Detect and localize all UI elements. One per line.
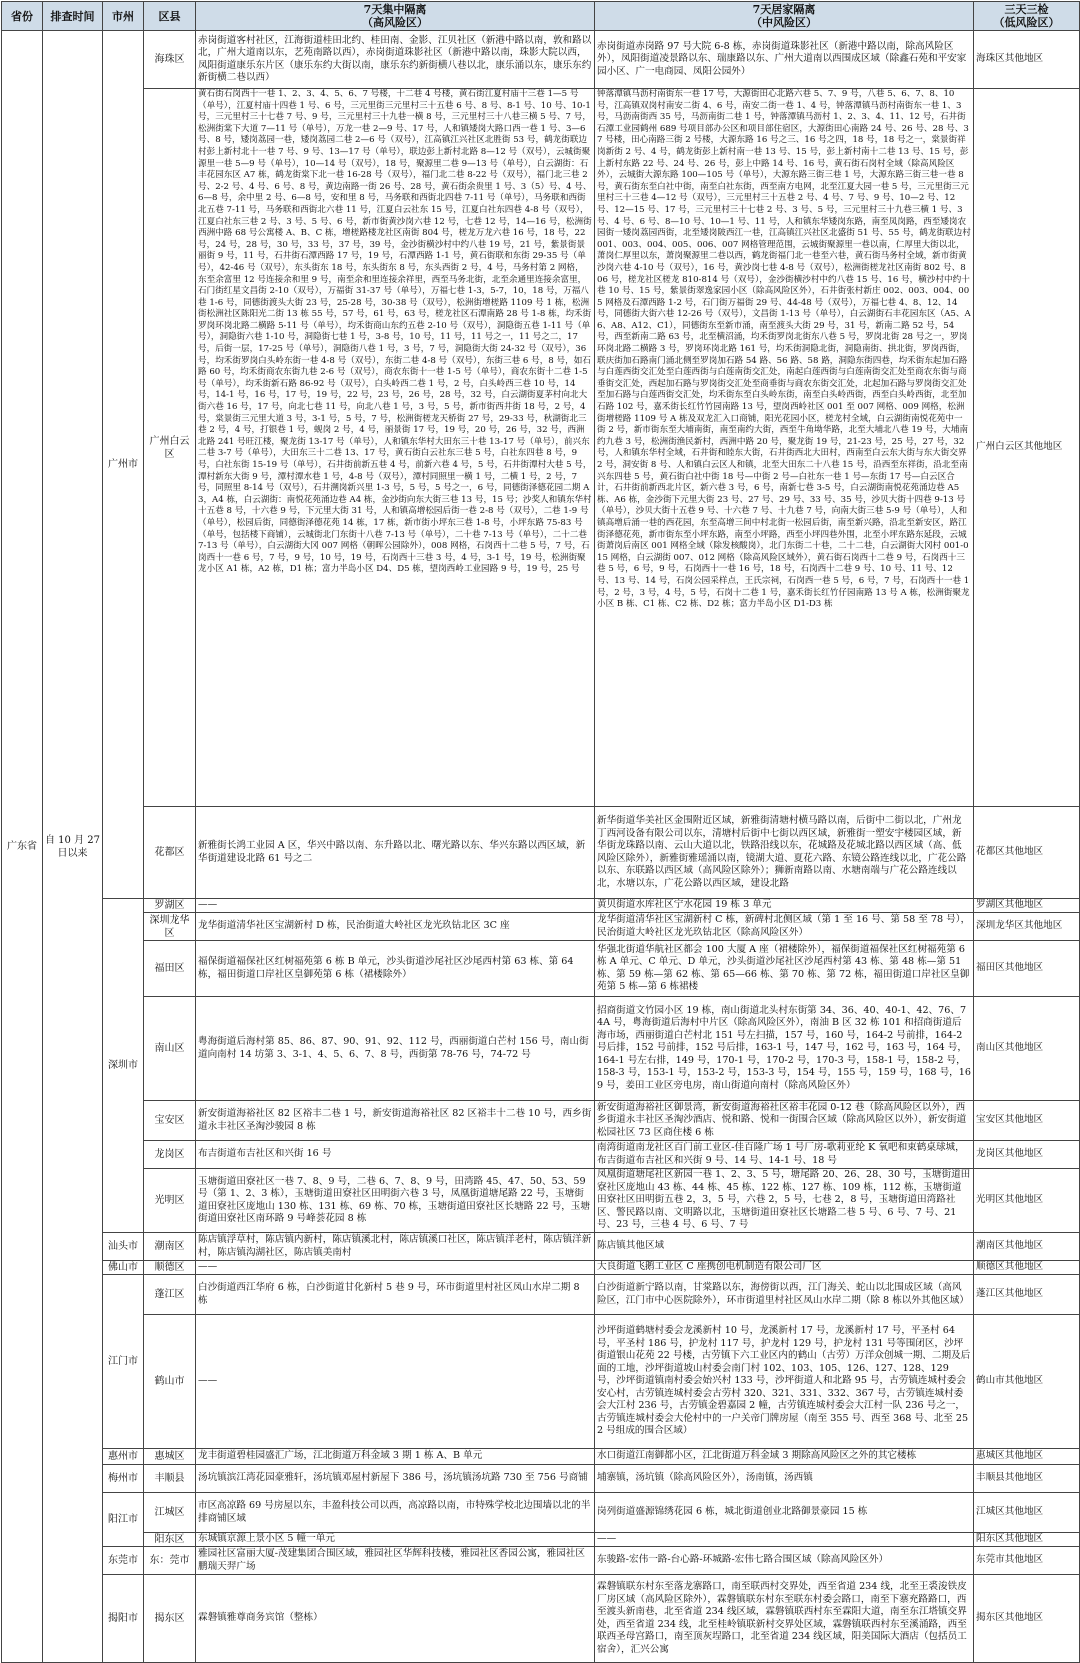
mid-risk-cell: 赤岗街道赤岗路 97 号大院 6-8 栋，赤岗街道珠影社区（新港中路以南，除高风险区外），凤阳街道凌景路以东、瑞康路以东、广州大道南以西围成区域（除鑫石苑和平安家园小区、广一电商园、凤阳公园外） bbox=[595, 31, 974, 89]
high-risk-cell: 市区高凉路 69 号房屋以东，丰盈科技公司以西，高凉路以南，市特殊学校北边围墙以北的半排商铺区域 bbox=[196, 1493, 595, 1533]
city-cell-foshan: 佛山市 bbox=[103, 1261, 144, 1275]
city-cell-guangzhou: 广州市 bbox=[103, 31, 144, 899]
low-risk-cell: 广州白云区其他地区 bbox=[974, 89, 1080, 807]
mid-risk-cell: 大良街道飞鹅工业区 C 座携创电机制造有限公司厂区 bbox=[595, 1261, 974, 1275]
high-risk-cell: 白沙街道西江华府 6 栋，白沙街道甘化新村 5 巷 9 号，环市街道里村社区凤山水岸二期 8 栋 bbox=[196, 1275, 595, 1315]
district-cell: 福田区 bbox=[144, 941, 196, 997]
city-cell-jiangmen: 江门市 bbox=[103, 1275, 144, 1449]
mid-risk-cell: 陈店镇其他区域 bbox=[595, 1233, 974, 1261]
city-cell-dongguan: 东莞市 bbox=[103, 1547, 144, 1575]
low-risk-cell: 深圳龙华区其他地区 bbox=[974, 913, 1080, 941]
header-mid-risk: 7天居家隔离 （中风险区） bbox=[595, 2, 974, 31]
header-period: 排查时间 bbox=[43, 2, 103, 31]
city-cell-yangjiang: 阳江市 bbox=[103, 1493, 144, 1547]
low-risk-cell: 龙岗区其他地区 bbox=[974, 1141, 1080, 1169]
low-risk-cell: 光明区其他地区 bbox=[974, 1169, 1080, 1233]
high-risk-cell: 龙丰街道碧桂园盛汇广场，江北街道万科金域 3 期 1 栋 A、B 单元 bbox=[196, 1449, 595, 1465]
header-province: 省份 bbox=[2, 2, 43, 31]
table-row bbox=[2, 1141, 1080, 1169]
low-risk-cell: 惠城区其他地区 bbox=[974, 1449, 1080, 1465]
mid-risk-cell: 东骏路-宏伟一路-台心路-环城路-宏伟七路合围区域（除高风险区外） bbox=[595, 1547, 974, 1575]
table-row bbox=[2, 1233, 1080, 1261]
table-row bbox=[2, 1449, 1080, 1465]
table-row bbox=[2, 1465, 1080, 1493]
risk-area-table bbox=[1, 1, 1080, 1663]
low-risk-cell: 潮南区其他地区 bbox=[974, 1233, 1080, 1261]
district-cell: 潮南区 bbox=[144, 1233, 196, 1261]
district-cell: 东：莞市 bbox=[144, 1547, 196, 1575]
district-cell: 惠城区 bbox=[144, 1449, 196, 1465]
district-cell: 蓬江区 bbox=[144, 1275, 196, 1315]
low-risk-cell: 南山区其他地区 bbox=[974, 997, 1080, 1101]
low-risk-cell: 东莞市其他地区 bbox=[974, 1547, 1080, 1575]
table-row bbox=[2, 1275, 1080, 1315]
high-risk-cell: —— bbox=[196, 899, 595, 913]
low-risk-cell: 海珠区其他地区 bbox=[974, 31, 1080, 89]
district-cell: 海珠区 bbox=[144, 31, 196, 89]
low-risk-cell: 罗湖区其他地区 bbox=[974, 899, 1080, 913]
table-row bbox=[2, 31, 1080, 89]
table-row bbox=[2, 807, 1080, 899]
city-cell-shantou: 汕头市 bbox=[103, 1233, 144, 1261]
high-risk-cell: 汤坑镇滨江湾花园豪雅轩，汤坑镇邓屋村新屋下 386 号，汤坑镇汤坑路 730 至 756 号商铺 bbox=[196, 1465, 595, 1493]
district-cell: 深圳龙华区 bbox=[144, 913, 196, 941]
table-row bbox=[2, 997, 1080, 1101]
table-row bbox=[2, 1169, 1080, 1233]
high-risk-cell: 黄石街石岗西十一巷 1、2、3、4、5、6、7 号楼，十二巷 4 号楼，黄石街江夏村庙十三巷 1—5 号（单号），江夏村庙十四巷 1 号、6 号，三元里街三元里村三十五巷 6 号、8 号、8-1 号、10 号、10-1 号，三元里村三十七巷 7 号、9 号，三元里村三十九巷一横 8 号，三元里村三十八巷三横 5 号、7 号，松洲街棠下大道 7—11 号（单号），万龙一巷 2—9 号、17 号，人和镇矮岗大路口西一巷 1 号、3—6 号、8 号，矮岗荔园一巷，矮岗荔园二巷 2—6 号（双号），江高镇江兴社区北胜街 53 号，鹤龙街联边村彭上新村北十一巷 7 号、9 号、13—17 号（单号），联边彭上新村北路 8—12 号（双号），云城街聚源里一巷 5—9 号（单号），10—14 号（双号），18 号，聚源里二巷 9—13 号（单号），白云湖街：石丰花园东区 A7 栋，鹤龙街棠下北一巷 16-28 号（双号），福门北二巷 8-22 号（双号），福门北三巷 2 号、2-2 号、4 号、6 号、8 号，黄边南路一街 26 号、28 号，黄石街余贵里 1 号、3（5）号、4 号、6—8 号，余中里 2 号、6—8 号，安和里 8 号，马务联和西街北四巷 7-11 号（单号），马务联和西街北五巷 7-11 号，马务联和西街北六巷 11 号，江夏白云社东 15 号，江夏白社东四巷 4-8 号（双号），江夏白社东三巷 2 号、3 号、5 号、6 号，新市街黄沙岗六巷 12 号，七巷 12 号，14—16 号，松洲街西洲中路 68 号公寓楼 A、B、C 栋，增槎路楼龙社区南街 804 号，槎龙万龙六巷 16 号，18 号，22 号，24 号，28 号，30 号，33 号，37 号，39 号，金沙街横沙村中约八巷 19 号，21 号，紫景街景丽街 9 号，11 号，石井街石潭西路 17 号，19 号，石潭西路 1-1 号，黄石街联和东街 29-35 号（单号），42-46 号（双号），东头街东 18 号，东头街东 8 号，东头西街 2 号，4 号，马务村第 2 网格，东至余富里 12 号连接余和里 9 号，南至余和里连接余祥里，西至马务北街，北至余通里连接余富里，石门街红星文昌街 2-10（双号），万福街 31-37 号（单号），万福七巷 1-3，5-7，10，18 号，万福八巷 1-6 号，同德街渡头大街 23 号，25-28 号，30-38 号（双号），松洲街增槎路 1109 号 1 栋，松洲街松洲社区陈阳光二街 13 栋 55 号，57 号，61 号，63 号，槎龙社区石潭南路 28 号 1-8 栋，均禾街罗岗环岗北路二横路 5-11 号（单号），均禾街商山东约五巷 2-10 号（双号），洞隐街五巷 1-11 号（单号），洞隐街六巷 1-10 号，洞隐街七巷 1 号，3-8 号，10 号，11 号，11 号之一，11 号之二，17 号，后街一层，17-25 号（单号），洞隐街八巷 1 号，3 号，7 号，洞隐街大街 24-32 号（双号），36 号，均禾街罗岗白头岭东街一巷 4-8 号（双号），东街二巷 4-8 号（双号），东街三巷 6 号，8 号，如石路 60 号，均禾街商农东街九巷 2-6 号（双号），商农东街十一巷 1-5 号（单号），商农东街十二巷 1-5 号（单号），均禾街新石路 86-92 号（双号），白头岭西二巷 1 号，2 号，白头岭西三巷 10 号，14 号，14-1 号，16 号，17 号，19 号，22 号，23 号，26 号，28 号，32 号，白云湖街夏茅村向北大街六巷 16 号，17 号，向北七巷 11 号，向北八巷 1 号，3 号，5 号，新市街西井街 18 号，2 号，4 号，棠景街三元里大道 3 号，3-1 号，5 号，7 号，松洲街槎龙天桥街 27 号，29-33 号，秋湖街北三巷 2 号，4 号，打银巷 1 号，蚬岗 2 号，4 号，丽景街 17 号，19 号，20 号，26 号，32 号，西洲北路 241 号旺江楼，聚龙街 13-17 号（单号），人和镇东华村大田东三十巷 13-17 号（单号），前兴东二巷 3-7 号（单号），大田东三十二巷 13、17 号，黄石街白云社东三巷 5 号，白社东四巷 8 号，9 号，白社东街 15-19 号（单号），石井街前新五巷 4 号，前新六巷 4 号，5 号，石井街潭村大巷 5 号，潭村新东大街 9 号，潭村潭水巷 1 号，4-8 号（双号），潭村同照里一横 1 号，二横 1 号，2 号，7 号，同照里 8-14 号（双号），石井溯岗新兴里 1-3 号，5 号，5 号之一，6 号，同德街泽德花园二期 A3，A4 栋，白云湖街：南悦花苑涌边巷 A4 栋，金沙街向东大街三巷 13 号，15 号；沙奖人和镇东华村十五巷 8 号，十六巷 9 号，下元里大街 31 号，人和镇高增松园后街一巷 2-8 号（双号），二巷 1-9 号（单号），松园后街，同德街泽德花苑 14 栋，17 栋，新市街小坪东三巷 1-8 号，小坪东路 75-83 号（单号，包括楼下商铺），云城街北门东街十八巷 7-13 号（单号），二十巷 7-13 号（单号），二十二巷 7-13 号（单号），白云湖街大冈 007 网格（朝晖公园除外），008 网格，石岗西十二巷 5 号，7 号，石岗西十一巷 6 号，7 号，9 号，10 号，19 号，石岗西十三巷 3 号，4 号，3-1 号，19 号，松洲街聚龙小区 A1 栋，A2 栋，D1 栋；富力半岛小区 D4、D5 栋，望岗西岭工业园路 9 号，19 号，25 号 bbox=[196, 89, 595, 807]
mid-risk-cell: 沙坪街道鹤塘村委会龙溪新村 10 号，龙溪新村 17 号，龙溪新村 17 号，平圣村 64 号，平圣村 186 号，护龙村 117 号，护龙村 129 号，护龙村 131 号等围闭区，沙坪街道银山花苑 22 号楼，古劳镇下六工业区内的鹤山（古劳）万洋众创城一期、二期及后面的工地，沙坪街道坡山村委会南门村 102、103、105、126、127、128、129 号，沙坪街道镇南村委会始兴村 133 号，沙坪街道人和北路 95 号，古劳镇连城村委会安心村，古劳镇连城村委会古劳村 320、321、331、332、367 号，古劳镇连城村委会大江村 236 号，古劳镇金碧嘉园 2 幢，古劳镇连城村委会大江村一队 236 号之一，古劳镇连城村委会大伦村中的一户关帝门牌房屋（南至 355 号、西至 368 号、北至 252 号组成的围合区域） bbox=[595, 1315, 974, 1449]
table-row bbox=[2, 899, 1080, 913]
high-risk-cell: —— bbox=[196, 1261, 595, 1275]
district-cell: 揭东区 bbox=[144, 1575, 196, 1663]
mid-risk-cell: 新华街道华美社区金围附近区域，新雅街清塘村横马路以南，后街中二街以北，广州龙丁西河设备有限公司以东，清塘村后街中七街以西区域，新雅街一塑安宇楼园区域，新华街龙珠路以南、云山大道以北，铁路沿线以东，花城路及花城北路以西区域（高、低风险区除外），新雅街雅瑶涌以南，镜湖大道、夏花六路、东镜公路连线以北，广花公路以东、东联路以西区域（高风险区除外）；狮新南路以南、水塘南端与广花公路连线以北，水塘以东，广花公路以西区域，建设北路 bbox=[595, 807, 974, 899]
city-cell-shenzhen: 深圳市 bbox=[103, 899, 144, 1233]
mid-risk-cell: 招商街道文竹园小区 19 栋，南山街道北头村东街第 34、36、40、40-1、42、76、74A 号，粤海街道后海村中片区（除高风险区外），南油 B 区 32 栋 101 和招商街道后海市场，西丽街道白芒村北 151 号左扫描，157 号，160 号，164-2 号前排，164-2 号后排，152 号前排，152 号后排，163-1 号，147 号，162 号，163 号，164 号，164-1 号左右排，149 号，170-1 号，170-2 号，170-3 号，158-1 号，158-2 号，158-3 号，153-1 号，153-2 号，153-3 号，154 号，155 号，159 号，168 号，169 号，姜田工业区旁电房，南山街道向南村（除高风险区外） bbox=[595, 997, 974, 1101]
high-risk-cell: 新雅街长鸿工业园 A 区，华兴中路以南、东升路以北、曙光路以东、华兴东路以西区域，新华街道建设北路 61 号之二 bbox=[196, 807, 595, 899]
header-high-risk: 7天集中隔离 （高风险区） bbox=[196, 2, 595, 31]
low-risk-cell: 福田区其他地区 bbox=[974, 941, 1080, 997]
low-risk-cell: 江城区其他地区 bbox=[974, 1493, 1080, 1533]
header-city: 市州 bbox=[103, 2, 144, 31]
table-row bbox=[2, 1493, 1080, 1533]
province-cell: 广东省 bbox=[2, 31, 43, 1663]
mid-risk-cell: 钟落潭镇马沥村南街东一巷 17 号，大源街田心北路六巷 5、7、9 号，八巷 5、6、7、8、10 号，江高镇双岗村南安二街 4、6 号，南安二街一巷 1、4 号，钟落潭镇马沥村南街东一巷 1、3 号，马沥南街西 35 号，马沥南街二巷 1 号，钟落潭镇马沥村 1、2、3、4、11、12 号，石井街石潭工业园鹤州 689 号项目部办公区和项目部住宿区，大源街田心南路 24 号、26 号、28 号、37 号楼，田心南路三街 2 号楼，大源东路 16 号之三、16 号之四，18 号，18 号之一，棠景街祥岗新街 2 号、4 号，鹤龙街彭上新村南一巷 13 号、15 号，彭上新村南十二巷 13 号、15 号，彭上新村东路 22 号、24 号、26 号，彭上中路 14 号、16 号，黄石街石岗村全域（除高风险区外），云城街大源东路 100—105 号（单号），大源东路三街三巷 1 号，大源东路三街三巷一巷 8 号，黄石街东至白社中街，南至白社东街，西至南方电网，北至江夏大园一巷 5 号，三元里街三元里村三十三巷 4—12 号（双号），三元里村三十五巷 2 号、4 号、7 号、9 号、10—2 号、12 号、12—15 号、17 号，三元里村三十七巷 2 号、3 号、5 号，三元里村三十九巷三横 1 号、3 号、4 号、6 号、8—10 号、10—1 号、11 号，人和镇东华矮岗东路，南至凤岗路，西至矮岗农园街一矮岗荔园西街，北至矮岗陂西江一巷，江高镇江兴社区北盛街 51 号、55 号，鹤龙街联边村 001、003、004、005、006、007 网格管理范围，云城街聚源里一巷以南，仁厚里大街以北，萧岗仁厚里以东，萧岗聚源里二巷以西，鹤龙街福门北一巷至六巷，黄石街马务村全域，新市街黄沙岗六巷 4-10 号（双号），16 号，黄沙岗七巷 4-8 号（双号），松洲街槎龙社区南街 802 号、806 号，槎龙社区槎龙 810-814 号（双号），金沙街横沙村中约八巷 15 号、16 号，横沙村中约十巷 10 号、15 号，紫景街翠逸家园小区（除高风险区外），石井街张村新庄 002、003、004、005 网格及石潭西路 1-2 号，石门街万福街 29 号、44-48 号（双号），万福七巷 4、8、12、14 号，同德街大街六巷 12-26 号（双号），文昌街 1-13 号（单号），白云湖街石丰花园东区（A5、A6、A8、A12、C1），同德街东至新市涌，南至渡头大街 29 号，31 号，新南二路 52 号，54 号，西至新南二路 63 号，北至横沼涌，均禾街罗岗北街东八巷 5 号，罗岗北街 28 号之一，罗岗环岗北路二横路 3 号，罗岗环岗北路 161 号，均禾街洞隐北街，洞隐南街、拱北街，罗岗西街，联庆街加石路南门涌北侧至罗岗加石路 54 路、56 路、58 路，洞隐东街四巷，均禾街东起加石路与白莲西街交汇处至白莲西街与白莲南街交汇处，南起白莲西街与白莲南街交汇处至商农东街与商垂街交汇处，西起加石路与罗岗街交汇处至商垂街与商农东街交汇处，北起加石路与罗岗街交汇处至加石路与白莲西街交汇处，均禾街东至白头岭东街，南至白头岭西街，西至白头岭西街，北至加石路 102 号，嘉禾街长红竹竹园南路 13 号，望岗西岭社区 001 至 007 网格、009 网格，松洲街增槎路 1109 号 A 栋及双龙汇入口商铺，阳光花园小区，槎龙村全域，白云湖街南悦花苑中一街 2 号，新市街东至大埔南街，南至南约大街，西至牛角坳华路，北至大埔北八巷 19 号，大埔南约九巷 3 号，松洲街渔民新村，西洲中路 20 号，聚龙街 19 号，21-23 号，25 号，27 号，32 号，人和镇东华村全域，石井街和睦东大街，石井街西北大田村，西南至白云东大街与东大街交界 2 号，洞安街 8 号、人和镇白云区人和镇，北至大田东二十八巷 15 号，沿西至东祥街，沿北至南兴东四巷 5 号，黄石街白社中街 18 号—中街 2 号—白社东一巷 1 号—东街 17 号—白云区合计，石井街前新西北片区，新六巷 3 号，6 号，南新七巷 3-5 号，白云湖街南悦花苑涌边巷 A5 栋、A6 栋，金沙街下元里大街 23 号、27 号、29 号、33 号、35 号，沙贝大街十四巷 9-13 号（单号），沙贝大街十五巷 9 号、十六巷 7 号、十九巷 7 号，向南大街三巷 5-9 号（单号），人和镇高增后涌一巷的西花园，东至高增三间中村北街一松园后街，南至新兴路，沿北至新安区，路江街泽德花苑，新市街东至小坪东路，南至小坪路，西至小坪四巷外围，北至小坪东路东延段，云城街萧岗后南区 001 网格全域（除发核酸岗），北门东街二十巷，二十二巷，白云湖街大冈村 001-015 网格，白云湖街 007、012 网格（除高风险区域外），黄石街石岗西十二巷 9 号，石岗西十三巷 5 号，6 号，9 号，石岗西十一巷 16 号，18 号，石岗西十二巷 9 号、10 号、11 号、12 号、13 号、14 号，石岗公园采样点，王氏宗祠，石岗西一巷 5 号，6 号，7 号，石岗西十一巷 1 号，2 号，3 号，4 号，5 号，石岗十二巷 1 号，嘉禾街长红竹仔园南路 13 号 A 栋，松洲街聚龙小区 B 栋、C1 栋、C2 栋、D2 栋；富力半岛小区 D1-D3 栋 bbox=[595, 89, 974, 807]
period-cell: 自 10 月 27 日以来 bbox=[43, 31, 103, 1663]
district-cell: 鹤山市 bbox=[144, 1315, 196, 1449]
city-cell-huizhou: 惠州市 bbox=[103, 1449, 144, 1465]
mid-risk-cell: 黄贝街道水库社区宁水花园 19 栋 3 单元 bbox=[595, 899, 974, 913]
mid-risk-cell: 新安街道海裕社区御景湾，新安街道海裕社区裕丰花园 0-12 巷（除高风险区以外），西乡街道永丰社区圣淘沙酒店、悦和路、悦和一街围合区域（除高风险区以外），新安街道松园社区 73 区商住楼 6 栋 bbox=[595, 1101, 974, 1141]
high-risk-cell: 陈店镇浮草村，陈店镇内新村，陈店镇溪北村，陈店镇溪口社区，陈店镇洋老村，陈店镇洋新村，陈店镇沟湖社区，陈店镇美南村 bbox=[196, 1233, 595, 1261]
table-row bbox=[2, 1575, 1080, 1663]
low-risk-cell: 花都区其他地区 bbox=[974, 807, 1080, 899]
high-risk-cell: 雅园社区富丽大厦-茂建集团合围区域，雅园社区华辉科技楼，雅园社区香园公寓，雅园社区鹏瑞天羿广场 bbox=[196, 1547, 595, 1575]
mid-risk-cell: 岗列街道盛源锦绣花园 6 栋，城北街道创业北路御景豪园 15 栋 bbox=[595, 1493, 974, 1533]
low-risk-cell: 鹤山市其他地区 bbox=[974, 1315, 1080, 1449]
mid-risk-cell: 霖磐镇联东村东至落龙寨路口，南至联西村交界处，西至省道 234 线，北至王裘浚铁皮厂房区域（高风险区除外），霖磐镇联东村东至联东村委会路口，南至下寨充路路口，西至渡头新南巷，北至省道 234 线区域，霖磐镇联西村东至霖阳大道，南至东江塔镇交界处，西至省道 234 线，北至桂岭镇联新村交界处区域，霖磐镇联西村东至溪涌路，西至联西圣母宫路口，南至顶灰埕路口，北至省道 234 线区域，阳美国际大酒店（包括员工宿舍），汇兴公寓 bbox=[595, 1575, 974, 1663]
table-row bbox=[2, 1101, 1080, 1141]
low-risk-cell: 蓬江区其他地区 bbox=[974, 1275, 1080, 1315]
low-risk-cell: 宝安区其他地区 bbox=[974, 1101, 1080, 1141]
mid-risk-cell: 南湾街道南龙社区百门前工业区-佳百隆广场 1 号厂房-歌莉亚纶 K 氧吧和束鹤桌球城，布吉街道布吉社区和兴街 9 号、14 号、14-1 号、18 号 bbox=[595, 1141, 974, 1169]
district-cell: 宝安区 bbox=[144, 1101, 196, 1141]
high-risk-cell: 粤海街道后海村第 85、86、87、90、91、92、112 号，西丽街道白芒村 156 号，南山街道向南村 14 坊第 3、3-1、4、5、6、7、8 号，西街第 78-76 号，74-72 号 bbox=[196, 997, 595, 1101]
high-risk-cell: 新安街道海裕社区 82 区裕丰二巷 1 号，新安街道海裕社区 82 区裕丰十二巷 10 号，西乡街道永丰社区圣淘沙骏园 8 栋 bbox=[196, 1101, 595, 1141]
mid-risk-cell: 凤凰街道塘尾社区新园一巷 1、2、3、5 号，塘尾路 20、26、28、30 号，玉塘街道田寮社区庞地山 43 栋、44 栋、45 栋、122 栋、127 栋、109 栋，112 栋，玉塘街道田寮社区田明街五巷 2，3，5 号，六巷 2，5 号，七巷 2，8 号，玉塘街道田湾路社区、警民路以南、文明路以北，玉塘街道田寮社区长塘路二巷 5 号、6 号、7 号、21 号、23 号，三巷 4 号、6 号、7 号 bbox=[595, 1169, 974, 1233]
city-cell-meizhou: 梅州市 bbox=[103, 1465, 144, 1493]
high-risk-cell: 东城镇京源上景小区 5 幢一单元 bbox=[196, 1533, 595, 1547]
mid-risk-cell: 龙华街道清华社区宝湖新村 C 栋，新碑村北侧区域（第 1 至 16 号、第 58 至 78 号），民治街道大岭社区龙光玖钻北区（除高风险区外） bbox=[595, 913, 974, 941]
district-cell: 顺德区 bbox=[144, 1261, 196, 1275]
header-row bbox=[2, 2, 1080, 31]
table-row bbox=[2, 1533, 1080, 1547]
district-cell: 光明区 bbox=[144, 1169, 196, 1233]
district-cell: 花都区 bbox=[144, 807, 196, 899]
district-cell: 罗湖区 bbox=[144, 899, 196, 913]
mid-risk-cell: 水口街道江南御都小区，江北街道万科金域 3 期除高风险区之外的其它楼栋 bbox=[595, 1449, 974, 1465]
table-row bbox=[2, 89, 1080, 807]
district-cell: 广州白云区 bbox=[144, 89, 196, 807]
mid-risk-cell: 华强北街道华航社区都会 100 大厦 A 座（裙楼除外），福保街道福保社区红树福苑第 6 栋 A 单元、C 单元、D 单元，沙头街道沙尾社区沙尾西村第 43 栋、第 48 栋—第 51 栋、第 59 栋—第 62 栋、第 65—66 栋、第 70 栋、第 72 栋，福田街道口岸社区皇御苑第 5 栋—第 6 栋裙楼 bbox=[595, 941, 974, 997]
high-risk-cell: 龙华街道清华社区宝湖新村 D 栋，民治街道大岭社区龙光玖钻北区 3C 座 bbox=[196, 913, 595, 941]
table-row bbox=[2, 1547, 1080, 1575]
mid-risk-cell: 埔寨镇，汤坑镇（除高风险区外），汤南镇，汤西镇 bbox=[595, 1465, 974, 1493]
high-risk-cell: —— bbox=[196, 1315, 595, 1449]
table-row bbox=[2, 1315, 1080, 1449]
district-cell: 丰顺县 bbox=[144, 1465, 196, 1493]
low-risk-cell: 揭东区其他地区 bbox=[974, 1575, 1080, 1663]
header-low-risk: 三天三检 （低风险区） bbox=[974, 2, 1080, 31]
city-cell-jieyang: 揭阳市 bbox=[103, 1575, 144, 1663]
district-cell: 南山区 bbox=[144, 997, 196, 1101]
district-cell: 江城区 bbox=[144, 1493, 196, 1533]
high-risk-cell: 福保街道福保社区红树福苑第 6 栋 B 单元，沙头街道沙尾社区沙尾西村第 63 栋、第 64 栋，福田街道口岸社区皇御苑第 6 栋（裙楼除外） bbox=[196, 941, 595, 997]
mid-risk-cell: 白沙街道新宁路以南，甘棠路以东，海傍街以西，江门海关、蛇山以北围成区域（高风险区，江门市中心医院除外），环市街道里村社区凤山水岸二期（除 8 栋以外其他区域） bbox=[595, 1275, 974, 1315]
low-risk-cell: 丰顺县其他地区 bbox=[974, 1465, 1080, 1493]
table-row bbox=[2, 1261, 1080, 1275]
mid-risk-cell: —— bbox=[595, 1533, 974, 1547]
high-risk-cell: 玉塘街道田寮社区一巷 7、8、9 号，二巷 6、7、8、9 号，田湾路 45、47、50、53、59 号（第 1、2、3 栋），玉塘街道田寮社区田明街六巷 3 号，凤凰街道塘尾路 22 号，玉塘街道田寮社区庞地山 130 栋、131 栋、69 栋、70 栋，玉塘街道田寮社区长塘路 22 号，玉塘街道田寮社区南环路 9 号峰荟花园 8 栋 bbox=[196, 1169, 595, 1233]
low-risk-cell: 阳东区其他地区 bbox=[974, 1533, 1080, 1547]
header-district: 区县 bbox=[144, 2, 196, 31]
table-row bbox=[2, 913, 1080, 941]
high-risk-cell: 霖磐镇雅尊商务宾馆（整栋） bbox=[196, 1575, 595, 1663]
high-risk-cell: 赤岗街道客村社区，江海街道桂田北约、桂田南、金影、江贝社区（新港中路以南，敦和路以北，广州大道南以东，艺苑南路以西），赤岗街道珠影社区（新港中路以南，珠影大院以西，凤阳街道康乐东片区（康乐东约大街以南，康乐东约新街横八巷以北，康乐涌以东，康乐东约新街横二巷以西） bbox=[196, 31, 595, 89]
low-risk-cell: 顺德区其他地区 bbox=[974, 1261, 1080, 1275]
table-row bbox=[2, 941, 1080, 997]
district-cell: 龙岗区 bbox=[144, 1141, 196, 1169]
high-risk-cell: 布吉街道布吉社区和兴街 16 号 bbox=[196, 1141, 595, 1169]
district-cell: 阳东区 bbox=[144, 1533, 196, 1547]
